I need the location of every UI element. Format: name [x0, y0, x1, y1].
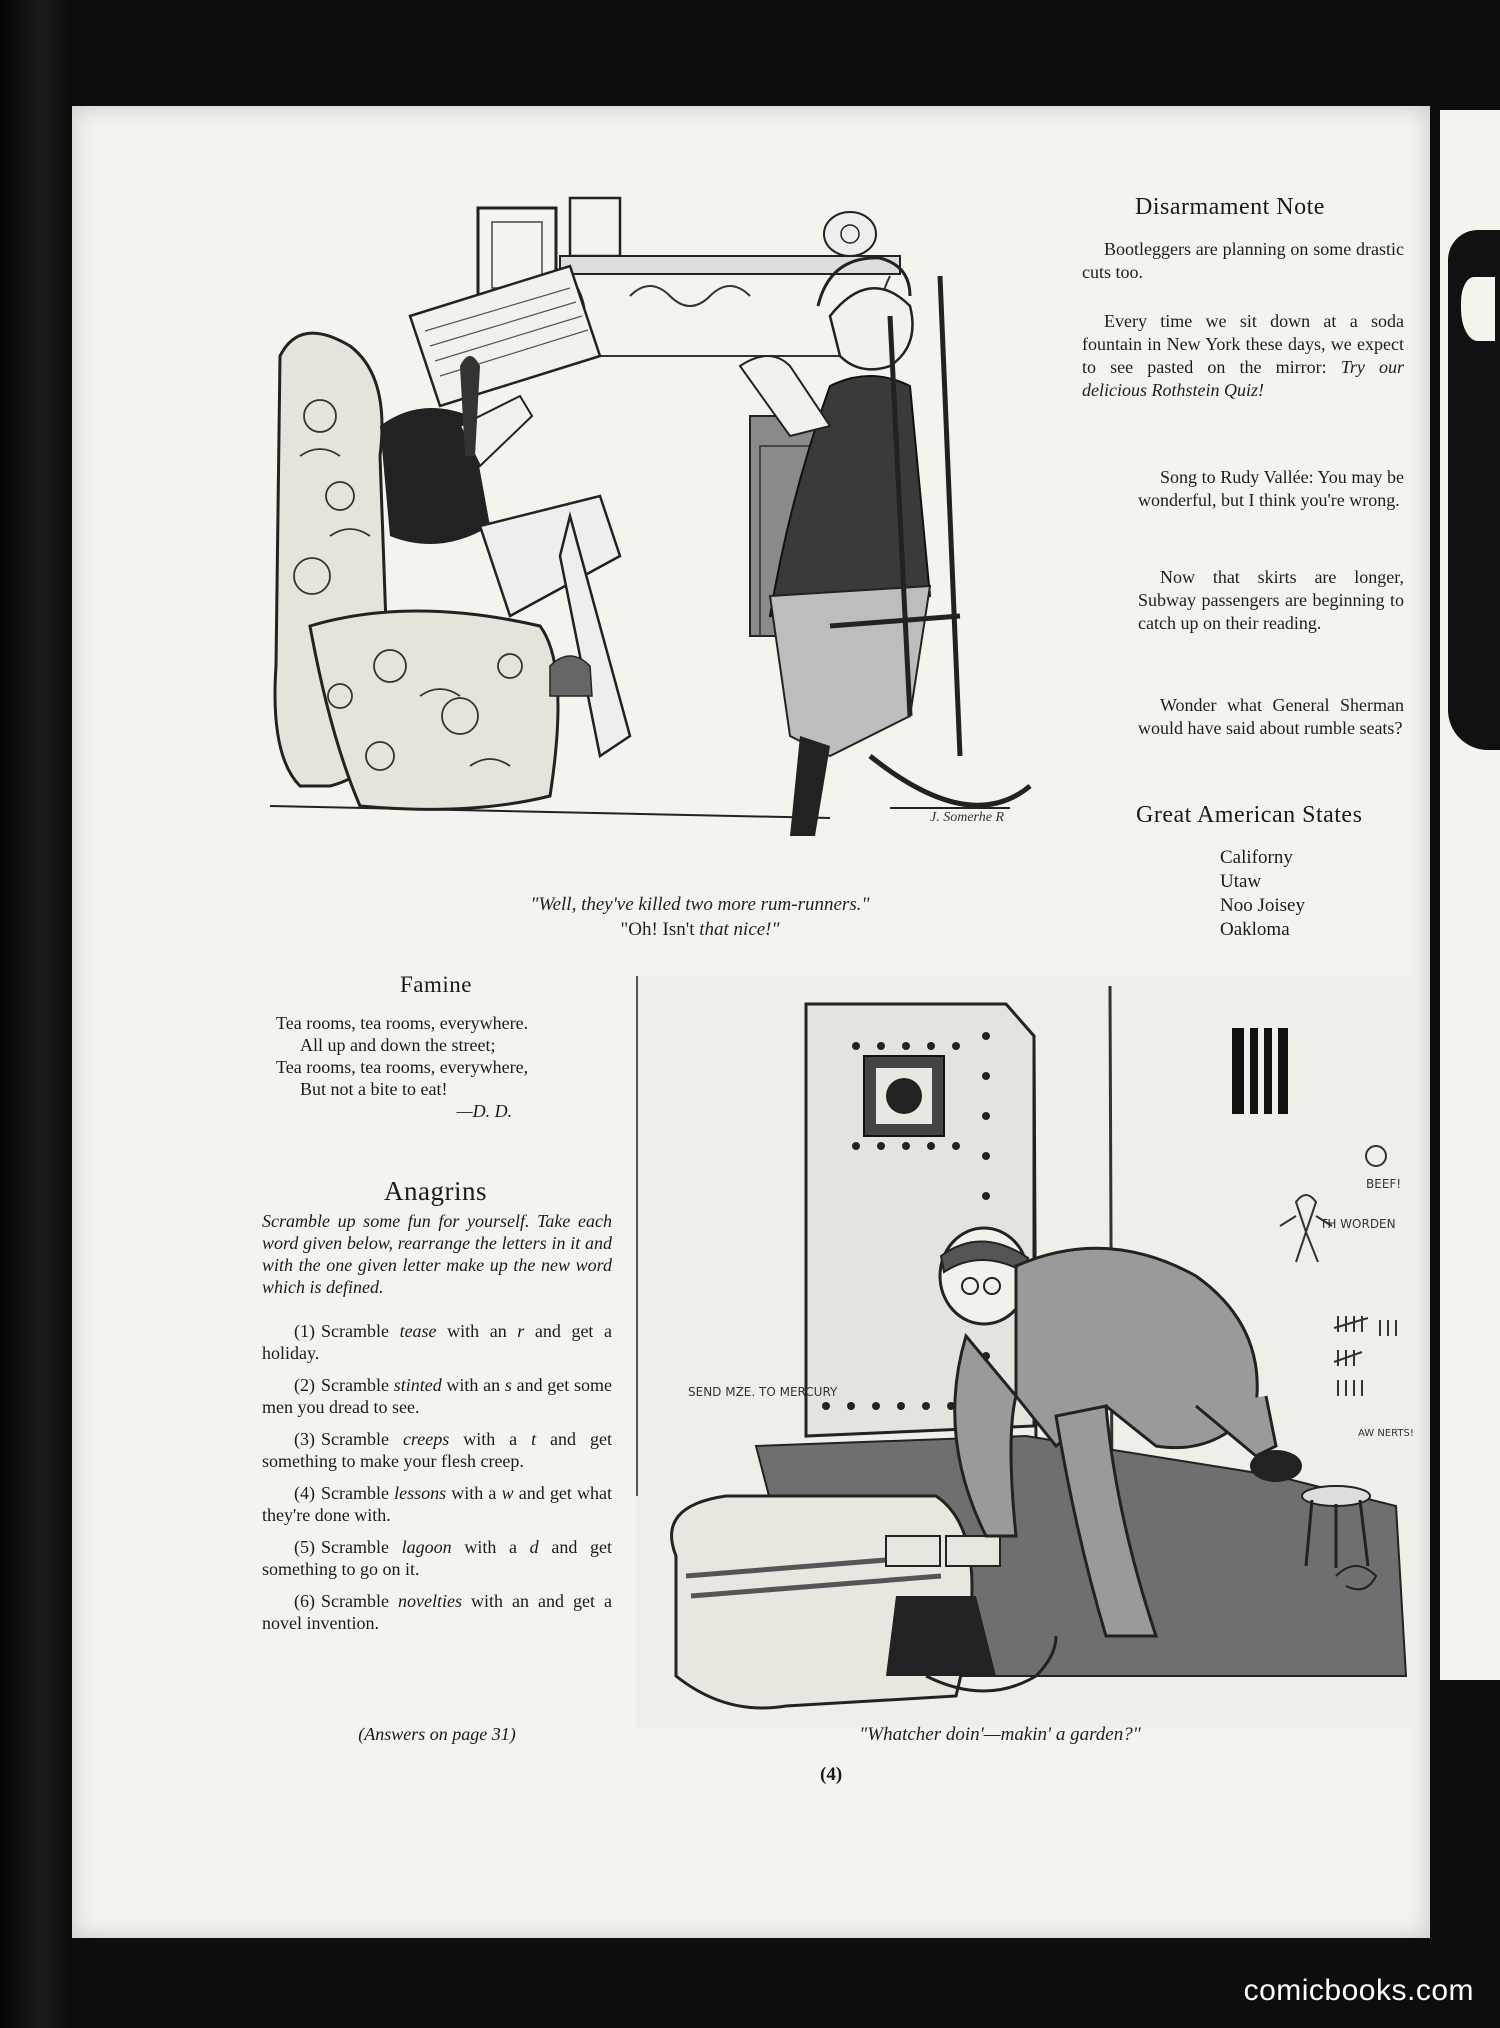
anagram-word: tease: [399, 1321, 437, 1341]
cartoon2-caption-text: "Whatcher doin'—makin' a garden?": [859, 1724, 1141, 1745]
anagram-post: and get some men you dread to see.: [262, 1375, 612, 1417]
cartoon-fireplace-couple: [270, 196, 1100, 851]
anagram-letter: r: [517, 1321, 525, 1341]
anagram-pre: Scramble: [321, 1375, 394, 1395]
anagrins-intro: Scramble up some fun for yourself. Take each word given below, rearrange the letters in it and with the one given letter make up the new word which is defined.: [262, 1211, 612, 1297]
anagram-letter: w: [501, 1483, 514, 1503]
famine-line: Tea rooms, tea rooms, everywhere,: [276, 1057, 529, 1077]
states-item: Utaw: [1220, 871, 1262, 892]
watermark: comicbooks.com: [1243, 1974, 1474, 2007]
states-title: Great American States: [1136, 802, 1363, 828]
anagram-pre: Scramble: [321, 1429, 403, 1449]
anagram-post: and get a holiday.: [262, 1321, 612, 1363]
anagram-pre: Scramble: [321, 1537, 402, 1557]
anagram-item: [262, 1482, 612, 1526]
anagram-mid: with an: [441, 1375, 505, 1395]
famine-author: —D. D.: [456, 1101, 513, 1121]
anagram-letter: t: [531, 1429, 537, 1449]
disarmament-para-1: Bootleggers are planning on some drastic cuts too.: [1082, 239, 1404, 282]
states-list: [1220, 846, 1305, 942]
next-page-face: [1458, 274, 1498, 344]
cartoon1-caption-line2-pre: "Oh! Isn't: [620, 919, 700, 940]
cartoon1-caption: [420, 892, 980, 942]
anagram-word: novelties: [398, 1591, 462, 1611]
anagram-post: and get something to make your flesh creep.: [262, 1429, 612, 1471]
anagram-item: [262, 1374, 612, 1418]
disarmament-para-2: [1082, 310, 1404, 402]
anagram-pre: Scramble: [321, 1591, 398, 1611]
famine-line: Tea rooms, tea rooms, everywhere.: [276, 1013, 529, 1033]
anagram-word: lessons: [394, 1483, 447, 1503]
disarmament-para-3: Song to Rudy Vallée: You may be wonderful, but I think you're wrong.: [1138, 467, 1404, 510]
anagram-word: stinted: [393, 1375, 442, 1395]
wall-graffiti-warden: TH WORDEN: [1320, 1217, 1396, 1231]
cartoon1-caption-line2: [420, 917, 980, 942]
disarmament-para-2-text: Every time we sit down at a soda fountain in New York these days, we expect to see pasted on the mirror:: [1082, 311, 1404, 377]
page-number: (4): [820, 1764, 843, 1785]
anagram-post: and get a novel invention.: [262, 1591, 613, 1633]
famine-line: All up and down the street;: [300, 1035, 496, 1055]
states-item: Californy: [1220, 847, 1293, 868]
disarmament-quiz-italic: Try our delicious Rothstein Quiz!: [1082, 357, 1404, 400]
anagrins-items: [262, 1320, 612, 1644]
disarmament-para-5: Wonder what General Sherman would have said about rumble seats?: [1138, 695, 1404, 738]
anagram-mid: with an: [436, 1321, 518, 1341]
states-item: Oakloma: [1220, 919, 1290, 940]
cartoon1-caption-line2-italic: that nice!": [699, 919, 780, 940]
anagram-item: [262, 1536, 612, 1580]
anagram-mid: with an: [461, 1591, 539, 1611]
anagram-letter: s: [504, 1375, 512, 1395]
anagrins-answers-text: (Answers on page 31): [358, 1724, 516, 1744]
cartoon1-signature: J. Somerhe R: [930, 810, 1004, 825]
anagram-mid: with a: [446, 1483, 502, 1503]
anagram-post: and get what they're done with.: [262, 1483, 612, 1525]
anagram-pre: Scramble: [321, 1321, 400, 1341]
wall-graffiti-nerts: AW NERTS!: [1358, 1428, 1414, 1439]
wall-graffiti-mercury: SEND MZE. TO MERCURY: [688, 1385, 838, 1399]
disarmament-title: Disarmament Note: [1135, 194, 1325, 220]
anagram-item: [262, 1428, 612, 1472]
anagram-number: (5): [294, 1537, 315, 1557]
cartoon-fireplace-drawing: [270, 196, 1100, 851]
anagram-word: creeps: [402, 1429, 450, 1449]
cartoon-prison-drawing: [636, 976, 1416, 1728]
anagrins-answers: [262, 1724, 612, 1745]
next-page-hat: [1466, 246, 1500, 272]
anagram-number: (6): [294, 1591, 315, 1611]
wall-graffiti-beef: BEEF!: [1366, 1177, 1402, 1191]
anagram-pre: Scramble: [321, 1483, 395, 1503]
anagrins-title: Anagrins: [384, 1176, 487, 1206]
anagram-item: [262, 1590, 612, 1634]
anagram-number: (4): [294, 1483, 315, 1503]
anagram-mid: with a: [449, 1429, 532, 1449]
anagram-number: (3): [294, 1429, 315, 1449]
anagram-number: (1): [294, 1321, 315, 1341]
states-item: Noo Joisey: [1220, 895, 1305, 916]
anagram-word: lagoon: [401, 1537, 452, 1557]
disarmament-para-4: Now that skirts are longer, Subway passengers are beginning to catch up on their reading.: [1138, 567, 1404, 633]
anagram-mid: with a: [451, 1537, 530, 1557]
cartoon1-caption-line1: "Well, they've killed two more rum-runners.": [530, 894, 870, 915]
famine-title: Famine: [400, 972, 472, 997]
cartoon2-caption: [760, 1722, 1240, 1747]
famine-poem: [276, 1012, 528, 1122]
anagram-post: and get something to go on it.: [262, 1537, 612, 1579]
anagram-item: [262, 1320, 612, 1364]
anagram-letter: d: [529, 1537, 539, 1557]
next-page-edge: [1440, 110, 1500, 1680]
cartoon-prison-cell: [636, 976, 1416, 1728]
famine-line: But not a bite to eat!: [300, 1079, 448, 1099]
anagram-number: (2): [294, 1375, 315, 1395]
book-binding: [0, 0, 72, 2028]
